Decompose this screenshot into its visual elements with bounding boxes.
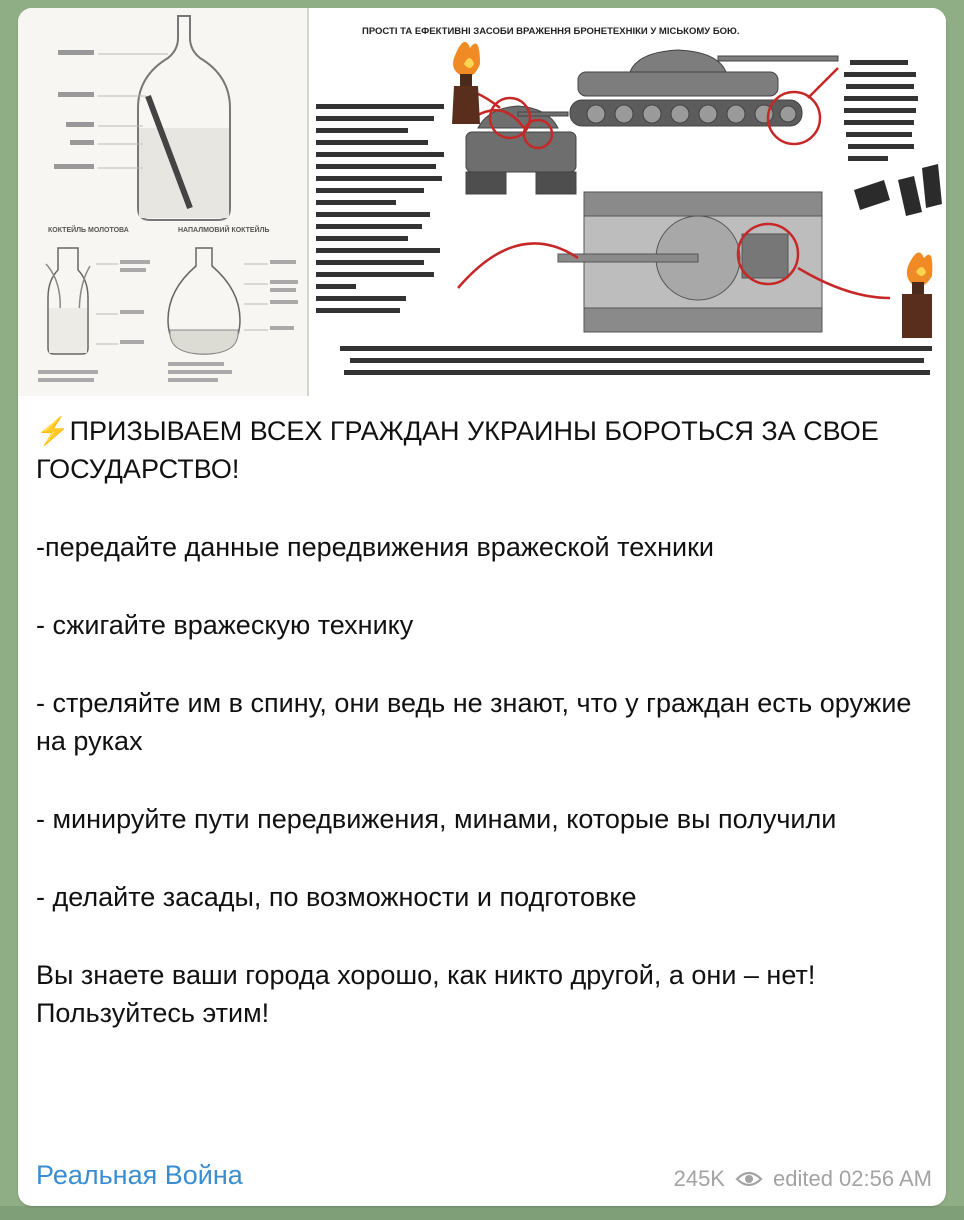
lightning-icon: ⚡ — [36, 416, 70, 446]
edited-timestamp: edited 02:56 AM — [772, 1166, 932, 1191]
message-line: - минируйте пути передвижения, минами, которые вы получили — [36, 804, 837, 834]
message-closing: Вы знаете ваши города хорошо, как никто другой, а они – нет! — [36, 960, 816, 990]
message-closing-2: Пользуйтесь этим! — [36, 998, 270, 1028]
eye-icon — [735, 1169, 763, 1189]
message-headline: ⚡ПРИЗЫВАЕМ ВСЕХ ГРАЖДАН УКРАИНЫ БОРОТЬСЯ ЗА СВОЕ ГОСУДАРСТВО! — [36, 416, 879, 484]
svg-text:КОКТЕЙЛЬ МОЛОТОВА: КОКТЕЙЛЬ МОЛОТОВА — [48, 227, 129, 234]
message-footer — [36, 1158, 932, 1198]
infographic-title: ПРОСТІ ТА ЕФЕКТИВНІ ЗАСОБИ ВРАЖЕННЯ БРОНЕТЕХНІКИ У МІСЬКОМУ БОЮ. — [362, 26, 740, 37]
message-bubble[interactable] — [18, 8, 946, 1206]
infographic-image — [18, 8, 946, 396]
message-image[interactable] — [18, 8, 946, 396]
message-line: -передайте данные передвижения вражеской техники — [36, 532, 715, 562]
message-line: - сжигайте вражескую технику — [36, 610, 414, 640]
chat-background-strip — [0, 1206, 964, 1220]
channel-link[interactable]: Реальная Война — [36, 1160, 243, 1190]
tank-top-view — [558, 192, 822, 332]
message-text — [36, 412, 916, 1032]
message-line: - делайте засады, по возможности и подготовке — [36, 882, 637, 912]
view-count: 245K — [673, 1166, 725, 1191]
message-meta — [674, 1166, 932, 1192]
message-line: - стреляйте им в спину, они ведь не знают, что у граждан есть оружие на руках — [36, 688, 912, 756]
svg-text:НАПАЛМОВИЙ КОКТЕЙЛЬ: НАПАЛМОВИЙ КОКТЕЙЛЬ — [178, 227, 270, 234]
